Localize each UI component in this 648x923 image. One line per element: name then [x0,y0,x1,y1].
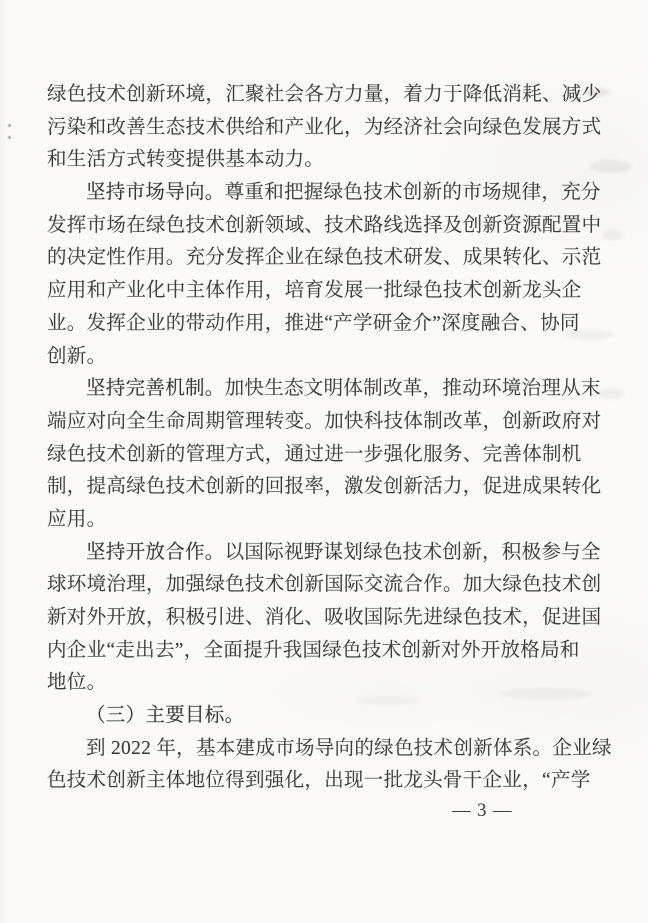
document-body [47,79,612,798]
text-run: 尊重和把握绿色技术创新的市场规律，充分 [224,182,601,204]
text-line: 球环境治理，加强绿色技术创新国际交流合作。加大绿色技术创 [47,574,602,596]
text-line: 业。发挥企业的带动作用，推进“产学研金介”深度融合、协同 [47,312,580,334]
text-line [47,537,604,570]
text-line: 绿色技术创新环境，汇聚社会各方力量，着力于降低消耗、减少 [47,84,602,105]
text-line [47,373,604,406]
paragraph-intro [47,79,604,177]
text-run: 以国际视野谋划绿色技术创新，积极参与全 [224,541,601,563]
text-line: 到 2022 年，基本建成市场导向的绿色技术创新体系。企业绿 [86,737,612,759]
paragraph-lead: 坚持开放合作。 [86,541,225,563]
text-line: 污染和改善生态技术供给和产业化，为经济社会向绿色发展方式 [47,116,602,138]
text-line: 制，提高绿色技术创新的回报率，激发创新活力，促进成果转化 [47,476,602,498]
scan-noise [8,136,11,139]
paragraph-open-cooperation [47,537,604,700]
paragraph-goals [47,733,612,798]
paragraph-improve-mechanism [47,373,604,536]
text-run: 加快生态文明体制改革，推动环境治理从末 [224,378,601,400]
text-line: 应用和产业化中主体作用，培育发展一批绿色技术创新龙头企 [47,280,582,302]
text-line: 和生活方式转变提供基本动力。 [47,149,325,171]
text-line: 发挥市场在绿色技术创新领域、技术路线选择及创新资源配置中 [47,214,602,236]
text-line: 绿色技术创新的管理方式，通过进一步强化服务、完善体制机 [47,443,582,465]
paragraph-lead: 坚持完善机制。 [86,378,225,400]
text-line: 色技术创新主体地位得到强化，出现一批龙头骨干企业，“产学 [47,770,591,792]
text-line: 端应对向全生命周期管理转变。加快科技体制改革，创新政府对 [47,410,602,432]
page-number: — 3 — [452,801,513,821]
scan-noise [602,230,624,240]
text-line: 的决定性作用。充分发挥企业在绿色技术研发、成果转化、示范 [47,247,602,269]
text-line: 应用。 [47,508,107,530]
section-heading-main-goals: （三）主要目标。 [86,705,245,727]
text-line [47,177,604,210]
text-line: 新对外开放，积极引进、消化、吸收国际先进绿色技术，促进国 [47,607,602,628]
paragraph-market-orientation [47,177,604,373]
scan-noise [8,124,11,127]
paragraph-lead: 坚持市场导向。 [86,182,225,204]
text-line: 地位。 [47,672,107,694]
text-line: 创新。 [47,345,107,367]
text-line: 内企业“走出去”，全面提升我国绿色技术创新对外开放格局和 [47,639,580,661]
